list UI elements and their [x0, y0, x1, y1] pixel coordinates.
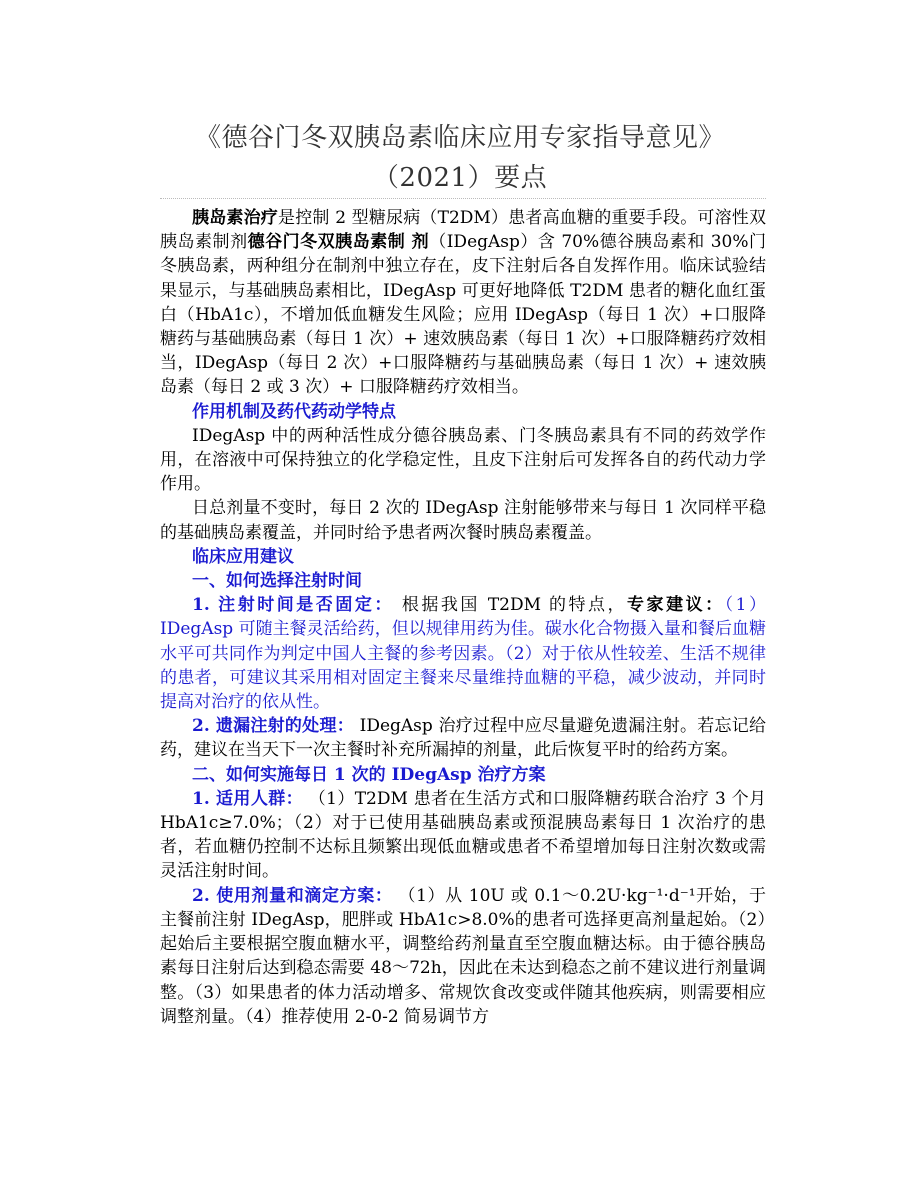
- once-daily-heading: 二、如何实施每日 1 次的 IDegAsp 治疗方案: [192, 764, 546, 785]
- intro-drug-name: 德谷门冬双胰岛素制 剂: [247, 232, 430, 253]
- page-title: 《德谷门冬双胰岛素临床应用专家指导意见》（2021）要点: [194, 123, 725, 193]
- clinical-heading: 临床应用建议: [192, 546, 294, 567]
- item-label: 1. 适用人群：: [192, 788, 303, 809]
- intro-text-1: 是控制 2 型糖尿病（T2DM）患者高血糖的重要手段。可溶性双胰岛素制剂: [160, 208, 766, 253]
- mechanism-heading: 作用机制及药代药动学特点: [192, 401, 396, 422]
- once-daily-item-1: [160, 787, 766, 884]
- item-text: （1）T2DM 患者在生活方式和口服降糖药联合治疗 3 个月 HbA1c≥7.0%；（2）对于已使用基础胰岛素或预混胰岛素每日 1 次治疗的患者，若血糖仍控制不达标且频繁出现低血糖或患者不希望增加每日注射次数或需灵活注射时间。: [160, 788, 766, 882]
- item-text: 根据我国 T2DM 的特点，: [393, 595, 628, 616]
- once-daily-item-2: [160, 884, 766, 1029]
- injection-time-heading: 一、如何选择注射时间: [192, 571, 362, 592]
- item-label: 2. 使用剂量和滴定方案：: [192, 885, 393, 906]
- injection-time-item-2: [160, 714, 766, 762]
- intro-text-2: （IDegAsp）含 70%德谷胰岛素和 30%门冬胰岛素，两种组分在制剂中独立存在，皮下注射后各自发挥作用。临床试验结果显示，与基础胰岛素相比，IDegAsp 可更好地降低 T2DM 患者的糖化血红蛋白（HbA1c），不增加低血糖发生风险；应用 IDegAsp（每日 1 次）+口服降糖药与基础胰岛素（每日 1 次）+ 速效胰岛素（每日 1 次）+口服降糖药疗效相当，IDegAsp（每日 2 次）+口服降糖药与基础胰岛素（每日 1 次）+ 速效胰岛素（每日 2 或 3 次）+ 口服降糖药疗效相当。: [160, 232, 766, 398]
- item-text: （1）从 10U 或 0.1～0.2U·kg⁻¹·d⁻¹开始，于主餐前注射 IDegAsp，肥胖或 HbA1c>8.0%的患者可选择更高剂量起始。（2）起始后主要根据空腹血糖水平，调整给药剂量直至空腹血糖达标。由于德谷胰岛素每日注射后达到稳态需要 48～72h，因此在未达到稳态之前不建议进行剂量调整。（3）如果患者的体力活动增多、常规饮食改变或伴随其他疾病，则需要相应调整剂量。（4）推荐使用 2-0-2 简易调节方: [160, 885, 766, 1027]
- expert-advice-label: 专家建议：: [627, 595, 725, 616]
- mechanism-paragraph-2: 日总剂量不变时，每日 2 次的 IDegAsp 注射能够带来与每日 1 次同样平稳的基础胰岛素覆盖，并同时给予患者两次餐时胰岛素覆盖。: [160, 498, 766, 543]
- title-divider: [160, 198, 766, 199]
- item-label: 2. 遗漏注射的处理：: [192, 716, 354, 737]
- intro-lead: 胰岛素治疗: [192, 208, 278, 228]
- item-text: IDegAsp 治疗过程中应尽量避免遗漏注射。若忘记给药，建议在当天下一次主餐时补充所漏掉的剂量，此后恢复平时的给药方案。: [160, 716, 766, 761]
- mechanism-paragraph-1: IDegAsp 中的两种活性成分德谷胰岛素、门冬胰岛素具有不同的药效学作用，在溶液中可保持独立的化学稳定性，且皮下注射后可发挥各自的药代动力学作用。: [160, 425, 766, 495]
- intro-paragraph: [160, 206, 766, 400]
- expert-advice-text: （1）IDegAsp 可随主餐灵活给药，但以规律用药为佳。碳水化合物摄入量和餐后血糖水平可共同作为判定中国人主餐的参考因素。（2）对于依从性较差、生活不规律的患者，可建议其采用相对固定主餐来尽量维持血糖的平稳，减少波动，并同时提高对治疗的依从性。: [160, 595, 766, 713]
- item-label: 1. 注射时间是否固定：: [192, 595, 394, 616]
- injection-time-item-1: [160, 593, 766, 714]
- article-body: [160, 206, 766, 1029]
